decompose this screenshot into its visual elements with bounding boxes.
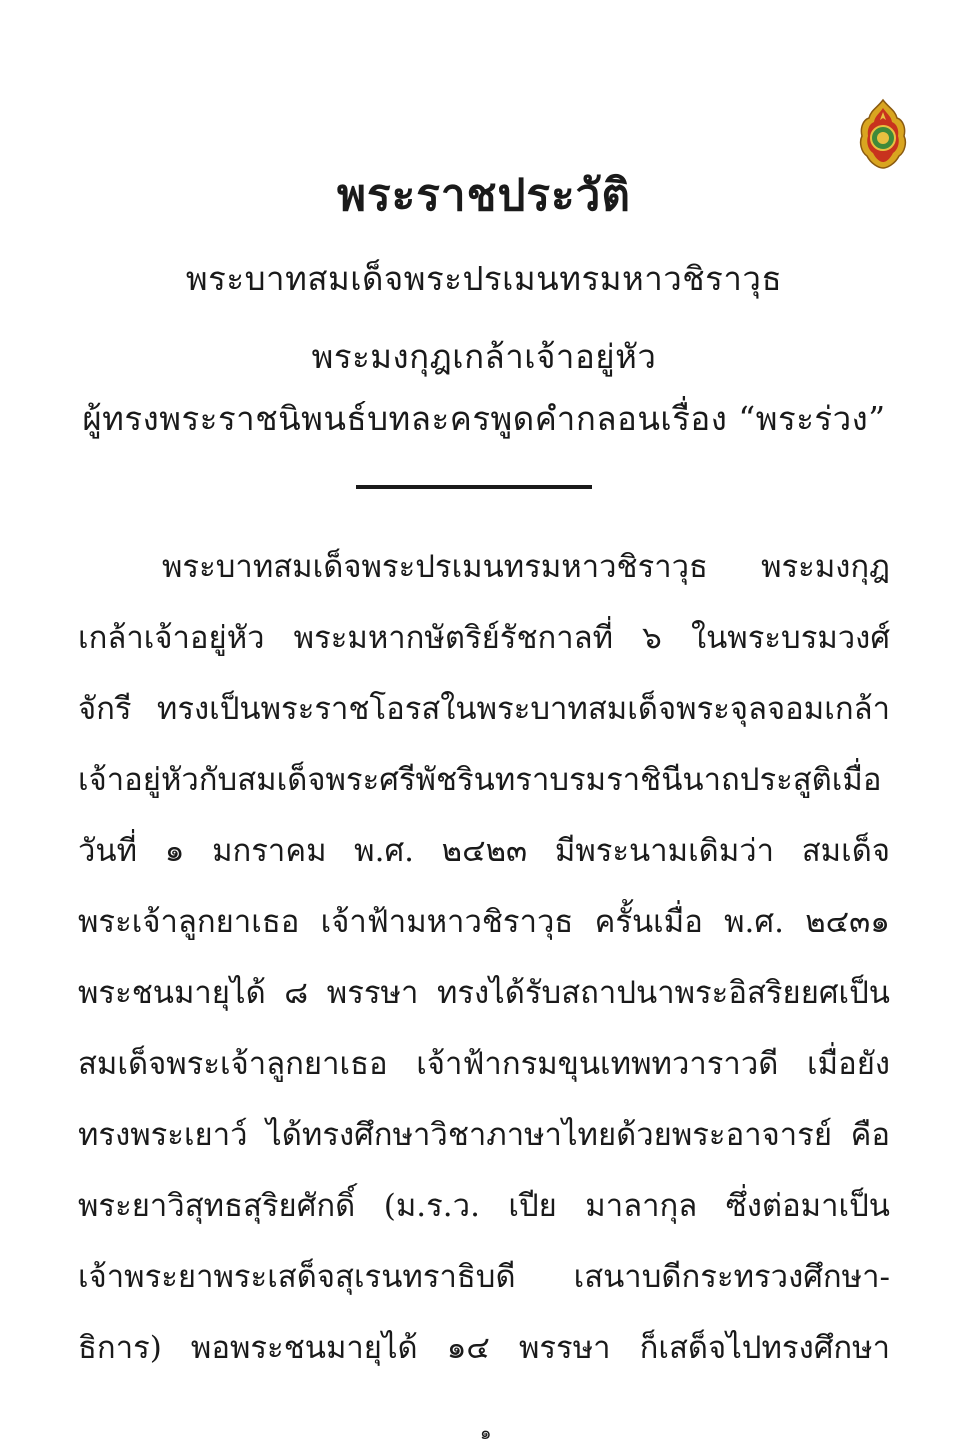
subtitle-author-note: ผู้ทรงพระราชนิพนธ์บทละครพูดคำกลอนเรื่อง “พระร่วง” (82, 399, 886, 438)
title-divider (356, 485, 592, 489)
paragraph-line: พระบาทสมเด็จพระปรเมนทรมหาวชิราวุธ พระมงกุฎ (162, 549, 890, 585)
paragraph-line: จักรี ทรงเป็นพระราชโอรสในพระบาทสมเด็จพระจุลจอมเกล้า (78, 691, 890, 727)
paragraph-line: เจ้าพระยาพระเสด็จสุเรนทราธิบดี เสนาบดีกระทรวงศึกษา- (78, 1259, 890, 1295)
paragraph-line: ธิการ) พอพระชนมายุได้ ๑๔ พรรษา ก็เสด็จไปทรงศึกษา (78, 1330, 890, 1366)
page-number: ๑ (480, 1423, 492, 1444)
subtitle-king-name: พระบาทสมเด็จพระปรเมนทรมหาวชิราวุธ (185, 259, 783, 298)
paragraph-line: เจ้าอยู่หัวกับสมเด็จพระศรีพัชรินทราบรมราชินีนาถประสูติเมื่อ (78, 762, 882, 798)
paragraph-line: ทรงพระเยาว์ ได้ทรงศึกษาวิชาภาษาไทยด้วยพระอาจารย์ คือ (78, 1117, 890, 1153)
paragraph-line: พระเจ้าลูกยาเธอ เจ้าฟ้ามหาวชิราวุธ ครั้นเมื่อ พ.ศ. ๒๔๓๑ (78, 904, 890, 940)
paragraph-line: เกล้าเจ้าอยู่หัว พระมหากษัตริย์รัชกาลที่ ๖ ในพระบรมวงศ์ (78, 620, 890, 656)
subtitle-king-title: พระมงกุฎเกล้าเจ้าอยู่หัว (311, 337, 657, 376)
biography-paragraph (78, 532, 890, 1384)
paragraph-line: พระยาวิสุทธสุริยศักดิ์ (ม.ร.ว. เปีย มาลากุล ซึ่งต่อมาเป็น (78, 1188, 890, 1224)
paragraph-line: พระชนมายุได้ ๘ พรรษา ทรงได้รับสถาปนาพระอิสริยยศเป็น (78, 975, 890, 1011)
paragraph-line: วันที่ ๑ มกราคม พ.ศ. ๒๔๒๓ มีพระนามเดิมว่า สมเด็จ (78, 833, 890, 869)
paragraph-line: สมเด็จพระเจ้าลูกยาเธอ เจ้าฟ้ากรมขุนเทพทวาราวดี เมื่อยัง (78, 1046, 890, 1082)
page-title: พระราชประวัติ (337, 170, 631, 221)
